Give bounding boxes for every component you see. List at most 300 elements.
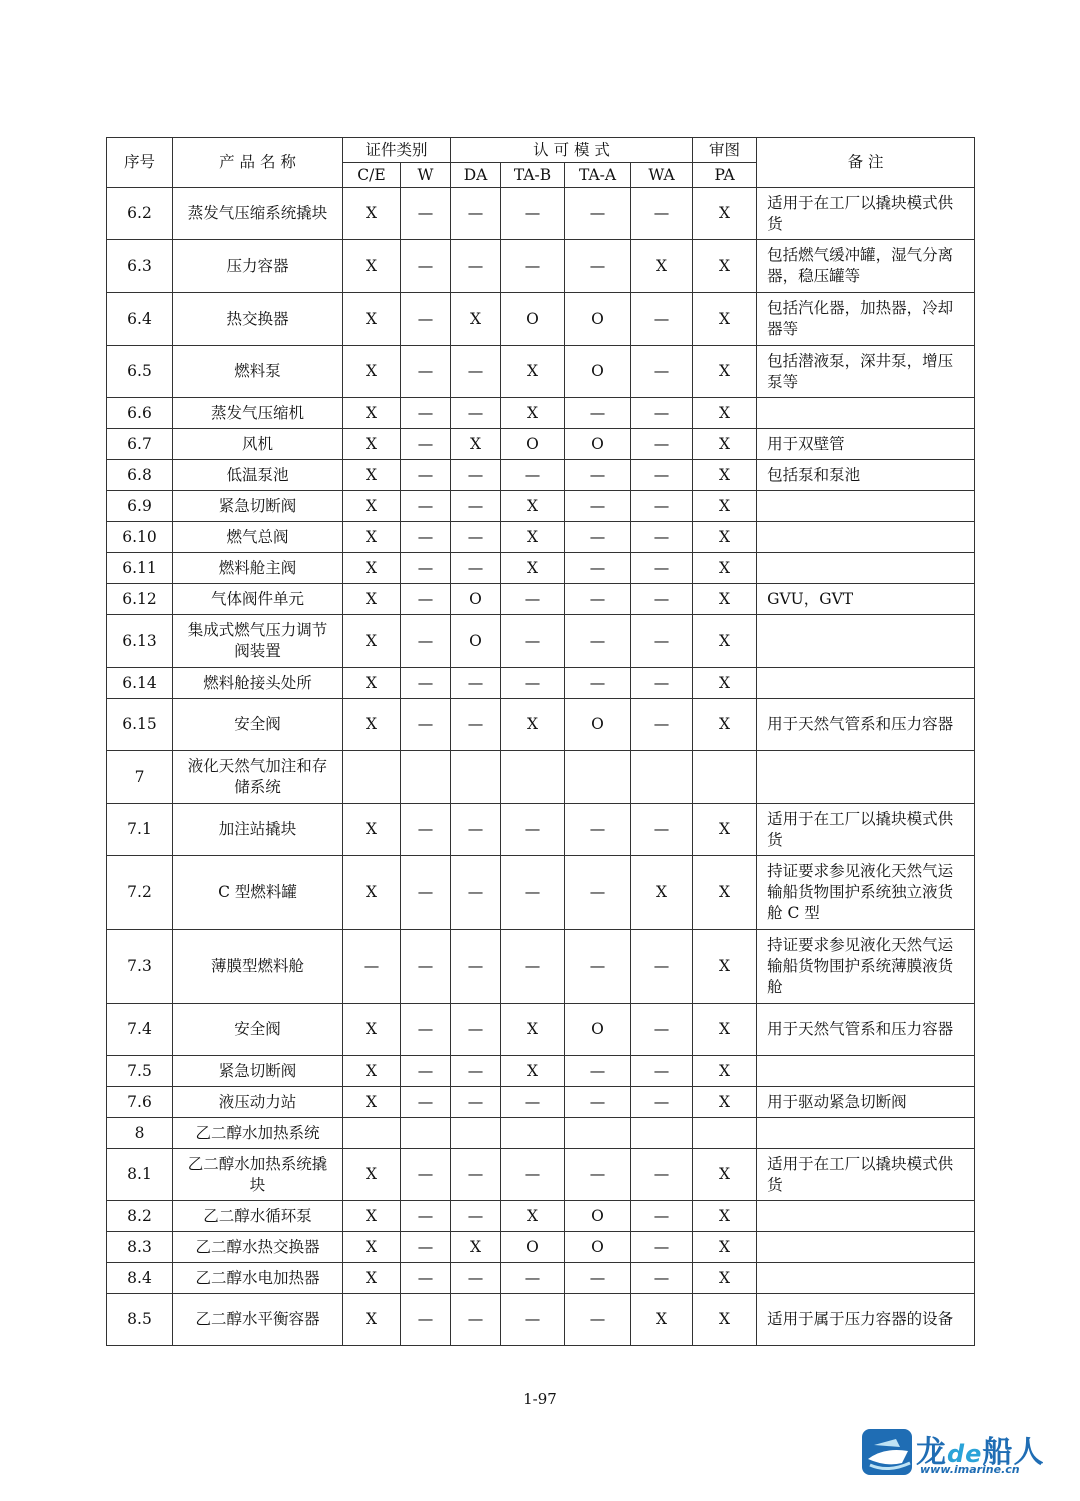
mark-cell: —	[401, 293, 451, 346]
mark-cell: —	[565, 553, 631, 584]
mark-cell: —	[451, 1087, 501, 1118]
mark-cell: X	[693, 1087, 757, 1118]
product-name: 薄膜型燃料舱	[173, 930, 343, 1004]
table-row	[107, 429, 975, 460]
product-name: C 型燃料罐	[173, 856, 343, 930]
mark-cell: —	[401, 856, 451, 930]
mark-cell: —	[401, 1294, 451, 1346]
table-body	[107, 188, 975, 1346]
mark-cell: —	[451, 491, 501, 522]
mark-cell: X	[343, 1087, 401, 1118]
logo-text: 龙de船人	[916, 1435, 1045, 1470]
mark-cell: X	[343, 240, 401, 293]
mark-cell: X	[343, 522, 401, 553]
mark-cell: —	[401, 804, 451, 856]
row-number: 6.6	[107, 398, 173, 429]
table-row	[107, 584, 975, 615]
mark-cell: —	[501, 1263, 565, 1294]
row-number: 8.4	[107, 1263, 173, 1294]
mark-cell: —	[451, 1263, 501, 1294]
product-table	[106, 137, 975, 1346]
mark-cell: O	[565, 1232, 631, 1263]
mark-cell: —	[501, 856, 565, 930]
mark-cell: O	[565, 1201, 631, 1232]
note-cell: 用于双壁管	[757, 429, 975, 460]
row-number: 6.15	[107, 699, 173, 751]
mark-cell: —	[631, 1056, 693, 1087]
table-row	[107, 856, 975, 930]
mark-cell: O	[565, 429, 631, 460]
mark-cell	[631, 1118, 693, 1149]
row-number: 7.5	[107, 1056, 173, 1087]
product-name: 集成式燃气压力调节阀装置	[173, 615, 343, 668]
mark-cell: X	[343, 856, 401, 930]
product-name: 液压动力站	[173, 1087, 343, 1118]
mark-cell: —	[501, 804, 565, 856]
mark-cell: —	[451, 668, 501, 699]
mark-cell: —	[401, 240, 451, 293]
product-name: 气体阀件单元	[173, 584, 343, 615]
mark-cell: X	[343, 188, 401, 240]
mark-cell: X	[501, 346, 565, 398]
note-cell	[757, 751, 975, 804]
row-number: 8.1	[107, 1149, 173, 1201]
mark-cell: —	[565, 1087, 631, 1118]
note-cell	[757, 1056, 975, 1087]
mark-cell	[693, 1118, 757, 1149]
table-row	[107, 615, 975, 668]
mark-cell: —	[451, 522, 501, 553]
mark-cell	[401, 1118, 451, 1149]
mark-cell: X	[693, 398, 757, 429]
row-number: 7.2	[107, 856, 173, 930]
product-name: 乙二醇水热交换器	[173, 1232, 343, 1263]
mark-cell: —	[401, 491, 451, 522]
mark-cell: —	[401, 699, 451, 751]
mark-cell: X	[631, 1294, 693, 1346]
mark-cell: —	[631, 699, 693, 751]
mark-cell: —	[565, 1294, 631, 1346]
table-row	[107, 1087, 975, 1118]
note-cell	[757, 1118, 975, 1149]
product-name: 热交换器	[173, 293, 343, 346]
mark-cell: —	[401, 1201, 451, 1232]
mark-cell: X	[693, 293, 757, 346]
note-cell	[757, 398, 975, 429]
table-row	[107, 1056, 975, 1087]
note-cell: 包括汽化器，加热器，冷却器等	[757, 293, 975, 346]
mark-cell: —	[631, 460, 693, 491]
mark-cell: —	[565, 930, 631, 1004]
note-cell: GVU，GVT	[757, 584, 975, 615]
note-cell: 持证要求参见液化天然气运输船货物围护系统独立液货舱 C 型	[757, 856, 975, 930]
mark-cell: X	[693, 188, 757, 240]
header-name: 产 品 名 称	[173, 138, 343, 188]
header-col-wa: WA	[631, 163, 693, 188]
mark-cell: O	[451, 615, 501, 668]
mark-cell: X	[343, 668, 401, 699]
mark-cell: —	[565, 1263, 631, 1294]
mark-cell: —	[631, 1149, 693, 1201]
mark-cell	[565, 751, 631, 804]
mark-cell: X	[501, 553, 565, 584]
table-row	[107, 491, 975, 522]
row-number: 6.3	[107, 240, 173, 293]
header-col-taa: TA-A	[565, 163, 631, 188]
mark-cell: X	[343, 1004, 401, 1056]
mark-cell: X	[343, 615, 401, 668]
mark-cell: X	[501, 1201, 565, 1232]
mark-cell: O	[565, 293, 631, 346]
row-number: 7.3	[107, 930, 173, 1004]
mark-cell: —	[565, 188, 631, 240]
mark-cell: X	[693, 460, 757, 491]
mark-cell: X	[451, 1232, 501, 1263]
mark-cell: —	[631, 615, 693, 668]
header-note: 备 注	[757, 138, 975, 188]
row-number: 8	[107, 1118, 173, 1149]
mark-cell: X	[343, 1263, 401, 1294]
mark-cell: —	[401, 930, 451, 1004]
table-row	[107, 346, 975, 398]
mark-cell: X	[343, 346, 401, 398]
header-col-tab: TA-B	[501, 163, 565, 188]
table-row	[107, 188, 975, 240]
table-row	[107, 668, 975, 699]
row-number: 6.14	[107, 668, 173, 699]
product-name: 燃料舱主阀	[173, 553, 343, 584]
logo-url: www.imarine.cn	[920, 1463, 1020, 1476]
note-cell: 适用于属于压力容器的设备	[757, 1294, 975, 1346]
row-number: 8.2	[107, 1201, 173, 1232]
product-name: 压力容器	[173, 240, 343, 293]
mark-cell: X	[343, 293, 401, 346]
mark-cell: —	[451, 1004, 501, 1056]
mark-cell: X	[693, 522, 757, 553]
product-name: 燃料泵	[173, 346, 343, 398]
row-number: 8.3	[107, 1232, 173, 1263]
product-name: 液化天然气加注和存储系统	[173, 751, 343, 804]
table-row	[107, 293, 975, 346]
mark-cell: O	[501, 429, 565, 460]
mark-cell: —	[631, 930, 693, 1004]
mark-cell: X	[693, 346, 757, 398]
product-name: 乙二醇水电加热器	[173, 1263, 343, 1294]
mark-cell: —	[565, 1056, 631, 1087]
mark-cell: —	[631, 429, 693, 460]
mark-cell: X	[343, 460, 401, 491]
mark-cell: X	[343, 804, 401, 856]
mark-cell: X	[501, 1056, 565, 1087]
header-col-ce: C/E	[343, 163, 401, 188]
note-cell: 适用于在工厂以撬块模式供货	[757, 804, 975, 856]
mark-cell: —	[631, 293, 693, 346]
ship-logo-icon	[860, 1425, 916, 1481]
note-cell: 适用于在工厂以撬块模式供货	[757, 188, 975, 240]
product-name: 紧急切断阀	[173, 1056, 343, 1087]
table-row	[107, 1118, 975, 1149]
mark-cell: —	[565, 584, 631, 615]
mark-cell: X	[693, 1232, 757, 1263]
mark-cell: X	[451, 293, 501, 346]
page-number: 1-97	[523, 1390, 557, 1408]
mark-cell: —	[451, 460, 501, 491]
mark-cell	[451, 1118, 501, 1149]
mark-cell: —	[631, 1263, 693, 1294]
mark-cell: —	[565, 668, 631, 699]
note-cell	[757, 1263, 975, 1294]
mark-cell: —	[401, 460, 451, 491]
table-row	[107, 522, 975, 553]
mark-cell: X	[693, 1201, 757, 1232]
mark-cell: X	[693, 1263, 757, 1294]
mark-cell: X	[501, 1004, 565, 1056]
mark-cell	[343, 751, 401, 804]
mark-cell: X	[693, 1004, 757, 1056]
mark-cell: —	[501, 615, 565, 668]
row-number: 6.9	[107, 491, 173, 522]
mark-cell: X	[693, 804, 757, 856]
mark-cell: —	[451, 1056, 501, 1087]
mark-cell: —	[401, 346, 451, 398]
mark-cell: —	[501, 240, 565, 293]
table-row	[107, 804, 975, 856]
mark-cell: —	[631, 584, 693, 615]
header-mode-group: 认 可 模 式	[451, 138, 693, 163]
mark-cell: X	[693, 668, 757, 699]
mark-cell: —	[631, 1087, 693, 1118]
product-name: 乙二醇水加热系统撬块	[173, 1149, 343, 1201]
mark-cell: —	[565, 804, 631, 856]
mark-cell: —	[451, 699, 501, 751]
table-row	[107, 1263, 975, 1294]
mark-cell: —	[631, 522, 693, 553]
mark-cell: —	[401, 1087, 451, 1118]
row-number: 6.12	[107, 584, 173, 615]
mark-cell: —	[631, 804, 693, 856]
row-number: 7.4	[107, 1004, 173, 1056]
note-cell	[757, 668, 975, 699]
mark-cell	[501, 1118, 565, 1149]
header-seq: 序号	[107, 138, 173, 188]
mark-cell: X	[693, 699, 757, 751]
product-name: 燃气总阀	[173, 522, 343, 553]
header-col-da: DA	[451, 163, 501, 188]
table-row	[107, 240, 975, 293]
header-review: 审图	[693, 138, 757, 163]
product-name: 蒸发气压缩系统撬块	[173, 188, 343, 240]
row-number: 6.8	[107, 460, 173, 491]
note-cell: 包括潜液泵，深井泵，增压泵等	[757, 346, 975, 398]
mark-cell: O	[565, 346, 631, 398]
mark-cell: —	[451, 188, 501, 240]
mark-cell: X	[693, 1294, 757, 1346]
mark-cell: X	[343, 584, 401, 615]
mark-cell: —	[501, 460, 565, 491]
mark-cell: —	[451, 856, 501, 930]
mark-cell: —	[501, 188, 565, 240]
mark-cell: —	[401, 553, 451, 584]
note-cell: 用于天然气管系和压力容器	[757, 1004, 975, 1056]
row-number: 6.10	[107, 522, 173, 553]
mark-cell: —	[501, 1087, 565, 1118]
row-number: 7	[107, 751, 173, 804]
mark-cell: X	[343, 553, 401, 584]
mark-cell: X	[693, 553, 757, 584]
mark-cell: —	[401, 668, 451, 699]
mark-cell	[565, 1118, 631, 1149]
row-number: 6.11	[107, 553, 173, 584]
mark-cell: X	[693, 615, 757, 668]
mark-cell: X	[451, 429, 501, 460]
mark-cell: —	[401, 522, 451, 553]
mark-cell: O	[565, 1004, 631, 1056]
mark-cell: —	[451, 804, 501, 856]
mark-cell: X	[343, 1232, 401, 1263]
mark-cell: —	[401, 1056, 451, 1087]
note-cell	[757, 615, 975, 668]
mark-cell: —	[631, 553, 693, 584]
mark-cell: —	[451, 346, 501, 398]
mark-cell: X	[693, 930, 757, 1004]
product-name: 风机	[173, 429, 343, 460]
table-row	[107, 751, 975, 804]
note-cell: 包括泵和泵池	[757, 460, 975, 491]
mark-cell: X	[501, 699, 565, 751]
table-row	[107, 1294, 975, 1346]
mark-cell: O	[451, 584, 501, 615]
mark-cell: X	[693, 1056, 757, 1087]
mark-cell: X	[693, 584, 757, 615]
row-number: 7.1	[107, 804, 173, 856]
mark-cell: —	[565, 398, 631, 429]
note-cell	[757, 522, 975, 553]
row-number: 7.6	[107, 1087, 173, 1118]
row-number: 6.5	[107, 346, 173, 398]
mark-cell: X	[343, 1056, 401, 1087]
note-cell	[757, 1201, 975, 1232]
mark-cell	[693, 751, 757, 804]
mark-cell: X	[343, 1149, 401, 1201]
product-name: 乙二醇水平衡容器	[173, 1294, 343, 1346]
mark-cell: X	[343, 491, 401, 522]
row-number: 8.5	[107, 1294, 173, 1346]
row-number: 6.7	[107, 429, 173, 460]
mark-cell: X	[343, 429, 401, 460]
mark-cell: —	[565, 615, 631, 668]
mark-cell	[401, 751, 451, 804]
note-cell: 包括燃气缓冲罐，湿气分离器，稳压罐等	[757, 240, 975, 293]
product-name: 紧急切断阀	[173, 491, 343, 522]
mark-cell: —	[501, 1149, 565, 1201]
product-name: 安全阀	[173, 1004, 343, 1056]
product-name: 安全阀	[173, 699, 343, 751]
mark-cell: —	[401, 1149, 451, 1201]
mark-cell: —	[501, 668, 565, 699]
table-row	[107, 699, 975, 751]
note-cell	[757, 553, 975, 584]
product-name: 乙二醇水循环泵	[173, 1201, 343, 1232]
row-number: 6.13	[107, 615, 173, 668]
mark-cell: X	[501, 491, 565, 522]
mark-cell: X	[631, 856, 693, 930]
mark-cell	[451, 751, 501, 804]
mark-cell: —	[501, 930, 565, 1004]
mark-cell: X	[343, 398, 401, 429]
mark-cell: —	[451, 930, 501, 1004]
header-col-pa: PA	[693, 163, 757, 188]
mark-cell: —	[451, 553, 501, 584]
mark-cell: —	[343, 930, 401, 1004]
mark-cell: X	[693, 240, 757, 293]
mark-cell: —	[565, 240, 631, 293]
product-name: 乙二醇水加热系统	[173, 1118, 343, 1149]
mark-cell	[631, 751, 693, 804]
mark-cell: —	[501, 584, 565, 615]
mark-cell: —	[451, 240, 501, 293]
header-cert-group: 证件类别	[343, 138, 451, 163]
mark-cell: —	[401, 1232, 451, 1263]
mark-cell: —	[451, 398, 501, 429]
mark-cell: —	[631, 491, 693, 522]
table-row	[107, 1149, 975, 1201]
note-cell: 用于驱动紧急切断阀	[757, 1087, 975, 1118]
note-cell	[757, 1232, 975, 1263]
mark-cell: —	[565, 491, 631, 522]
mark-cell: X	[693, 856, 757, 930]
table-row	[107, 1004, 975, 1056]
mark-cell: X	[631, 240, 693, 293]
mark-cell	[343, 1118, 401, 1149]
mark-cell: X	[501, 522, 565, 553]
mark-cell: —	[401, 584, 451, 615]
table-row	[107, 930, 975, 1004]
note-cell	[757, 491, 975, 522]
mark-cell: X	[343, 699, 401, 751]
mark-cell: —	[401, 398, 451, 429]
mark-cell: —	[401, 188, 451, 240]
mark-cell: —	[401, 1263, 451, 1294]
header-col-w: W	[401, 163, 451, 188]
product-name: 蒸发气压缩机	[173, 398, 343, 429]
note-cell: 用于天然气管系和压力容器	[757, 699, 975, 751]
mark-cell: O	[501, 1232, 565, 1263]
row-number: 6.4	[107, 293, 173, 346]
product-name: 加注站撬块	[173, 804, 343, 856]
watermark-logo	[860, 1425, 1060, 1485]
mark-cell: O	[565, 699, 631, 751]
mark-cell: X	[693, 491, 757, 522]
mark-cell: —	[401, 429, 451, 460]
mark-cell: X	[693, 429, 757, 460]
mark-cell: —	[631, 1232, 693, 1263]
product-name: 低温泵池	[173, 460, 343, 491]
table-row	[107, 398, 975, 429]
mark-cell: —	[631, 398, 693, 429]
mark-cell: —	[565, 856, 631, 930]
mark-cell: —	[631, 668, 693, 699]
mark-cell: —	[401, 1004, 451, 1056]
mark-cell: —	[631, 1201, 693, 1232]
mark-cell: X	[501, 398, 565, 429]
mark-cell: —	[451, 1294, 501, 1346]
mark-cell: —	[451, 1201, 501, 1232]
note-cell: 持证要求参见液化天然气运输船货物围护系统薄膜液货舱	[757, 930, 975, 1004]
mark-cell: X	[343, 1201, 401, 1232]
mark-cell: —	[451, 1149, 501, 1201]
mark-cell: —	[631, 1004, 693, 1056]
table-row	[107, 553, 975, 584]
